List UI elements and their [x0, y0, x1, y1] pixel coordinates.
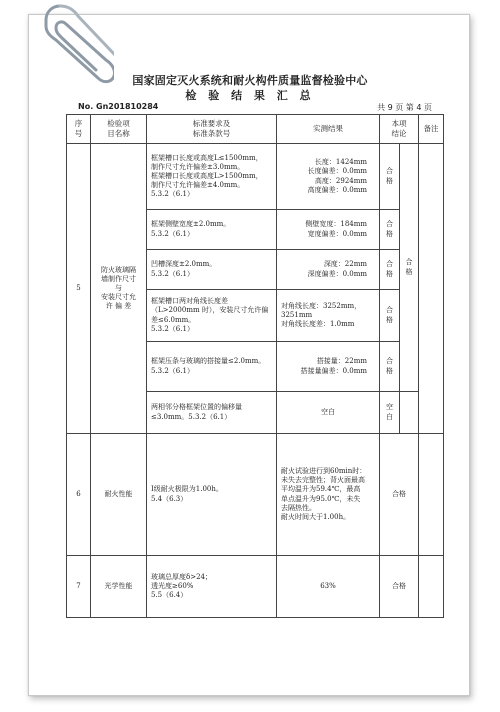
col-header-standard: 标准要求及 标准条款号	[147, 115, 277, 144]
row-number: 5	[67, 144, 91, 434]
standard-cell: 两相邻分格框架位置的偏移量≤3.0mm。5.3.2（6.1）	[147, 392, 277, 434]
remark-cell	[419, 556, 444, 618]
item-name: 光学性能	[91, 556, 147, 618]
col-header-item: 检验项 目名称	[91, 115, 147, 144]
overall-conclusion: 合 格	[400, 144, 419, 392]
result-cell: 搭接量：22mm 搭接量偏差：0.0mm	[277, 342, 380, 392]
remark-cell	[419, 144, 444, 434]
col-header-remark: 备注	[419, 115, 444, 144]
standard-cell: 框架槽口长度或高度L≤1500mm， 制作尺寸允许偏差±3.0mm。 框架槽口长度或高度L>1500mm， 制作尺寸允许偏差±4.0mm。 5.3.2（6.1）	[147, 144, 277, 210]
standard-cell: 玻璃总厚度δ>24； 透光度≥60% 5.5（6.4）	[147, 556, 277, 618]
result-cell: 长度：1424mm 长度偏差：0.0mm 高度：2924mm 高度偏差：0.0mm	[277, 144, 380, 210]
table-row	[67, 556, 444, 618]
result-cell: 63%	[277, 556, 380, 618]
result-cell: 对角线长度：3252mm， 3251mm 对角线长度差：1.0mm	[277, 290, 380, 342]
results-table	[66, 114, 444, 618]
conclusion-cell: 合格	[380, 556, 419, 618]
result-cell: 空白	[277, 392, 380, 434]
standard-cell: Ⅰ级耐火极限为1.00h。 5.4（6.3）	[147, 434, 277, 556]
standard-cell: 凹槽深度±2.0mm。 5.3.2（6.1）	[147, 250, 277, 290]
col-header-conclusion: 本项 结论	[380, 115, 419, 144]
table-row	[67, 144, 444, 210]
row-number: 7	[67, 556, 91, 618]
remark-cell	[419, 434, 444, 556]
table-header-row	[67, 115, 444, 144]
standard-cell: 框架槽口两对角线长度差（L>2000mm 时），安装尺寸允许偏差≤6.0mm。 5.3.2（6.1）	[147, 290, 277, 342]
sub-conclusion: 空 白	[380, 392, 400, 434]
item-name: 耐火性能	[91, 434, 147, 556]
standard-cell: 框架压条与玻璃的搭接量≤2.0mm。 5.3.2（6.1）	[147, 342, 277, 392]
table-row	[67, 434, 444, 556]
result-cell: 深度：22mm 深度偏差：0.0mm	[277, 250, 380, 290]
conclusion-cell: 合格	[380, 434, 419, 556]
standard-cell: 框架侧壁宽度±2.0mm。 5.3.2（6.1）	[147, 210, 277, 250]
sub-conclusion: 合 格	[380, 342, 400, 392]
empty-cell	[400, 392, 419, 434]
item-name: 防火玻璃隔 墙制作尺寸 与 安装尺寸允 许 偏 差	[91, 144, 147, 434]
page-info: 共 9 页 第 4 页	[377, 103, 432, 112]
result-cell: 侧壁宽度：184mm 宽度偏差：0.0mm	[277, 210, 380, 250]
result-cell: 耐火试验进行到60min时：未失去完整性；背火面最高平均温升为59.4℃，最高单点温升为95.0℃，未失去隔热性。 耐火时间大于1.00h。	[277, 434, 380, 556]
col-header-no: 序 号	[67, 115, 91, 144]
row-number: 6	[67, 434, 91, 556]
sub-conclusion: 合 格	[380, 290, 400, 342]
org-title: 国家固定灭火系统和耐火构件质量监督检验中心	[132, 74, 368, 87]
report-title: 检 验 结 果 汇 总	[185, 89, 315, 102]
sub-conclusion: 合 格	[380, 250, 400, 290]
col-header-result: 实测结果	[277, 115, 380, 144]
sub-conclusion: 合 格	[380, 144, 400, 210]
document-number: No. Gn201810284	[78, 102, 159, 111]
sub-conclusion: 合 格	[380, 210, 400, 250]
